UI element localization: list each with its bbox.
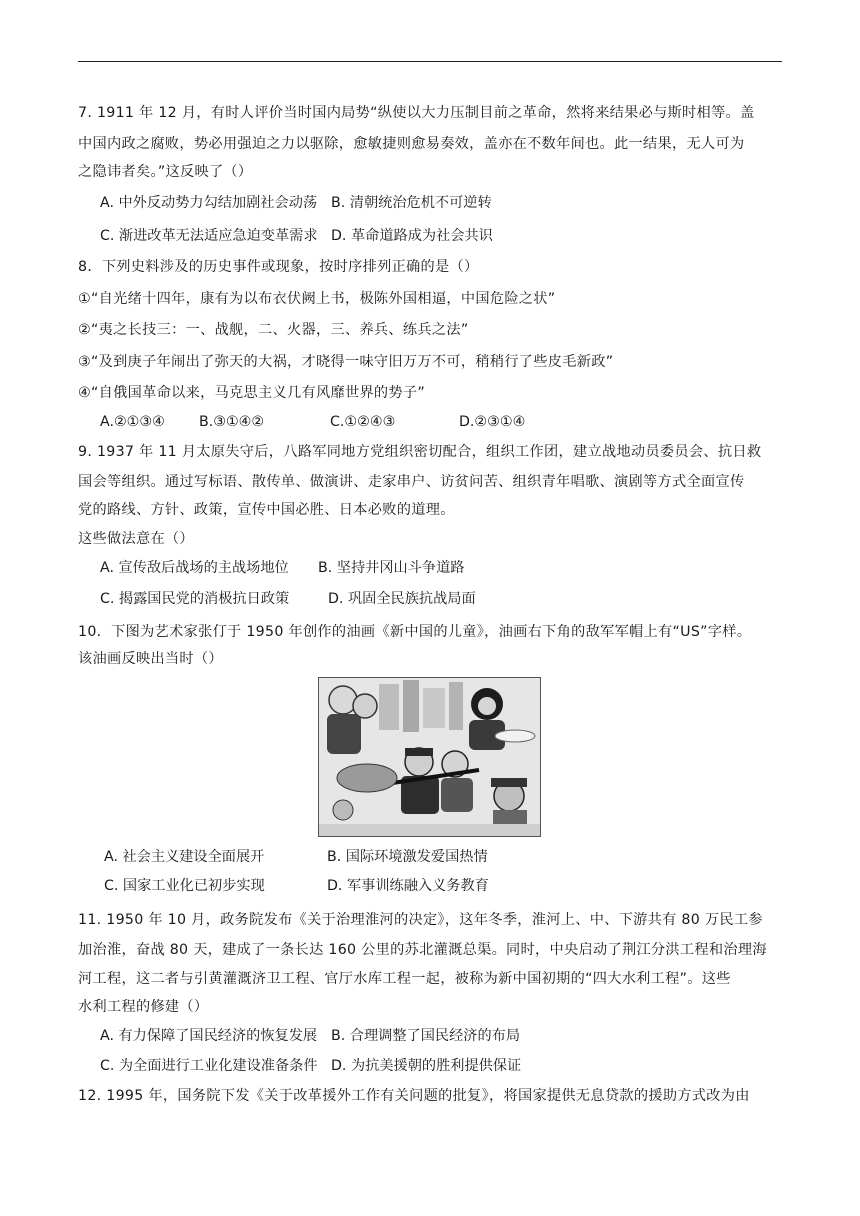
q10-option-c[interactable]: C. 国家工业化已初步实现 [104, 878, 265, 894]
q9-option-c[interactable]: C. 揭露国民党的消极抗日政策 [100, 591, 290, 607]
q9-stem-line-3: 党的路线、方针、政策，宣传中国必胜、日本必败的道理。 [78, 502, 455, 518]
q9-option-d[interactable]: D. 巩固全民族抗战局面 [328, 591, 476, 607]
q8-stem: 8．下列史料涉及的历史事件或现象，按时序排列正确的是（） [78, 259, 479, 275]
q10-option-a[interactable]: A. 社会主义建设全面展开 [104, 849, 265, 865]
q11-option-b[interactable]: B. 合理调整了国民经济的布局 [331, 1028, 521, 1044]
q11-option-c[interactable]: C. 为全面进行工业化建设准备条件 [100, 1058, 318, 1074]
q9-option-a[interactable]: A. 宣传敌后战场的主战场地位 [100, 560, 289, 576]
q10-stem-line-1: 10．下图为艺术家张仃于 1950 年创作的油画《新中国的儿童》，油画右下角的敌军军帽上有“US”字样。 [78, 624, 752, 640]
q7-option-b[interactable]: B. 清朝统治危机不可逆转 [331, 195, 492, 211]
q9-stem-line-1: 9. 1937 年 11 月太原失守后，八路军同地方党组织密切配合，组织工作团，建立战地动员委员会、抗日救 [78, 444, 762, 460]
q10-option-d[interactable]: D. 军事训练融入义务教育 [327, 878, 489, 894]
q8-option-b[interactable]: B.③①④② [199, 414, 265, 430]
q11-option-d[interactable]: D. 为抗美援朝的胜利提供保证 [331, 1058, 522, 1074]
q10-stem-line-2: 该油画反映出当时（） [78, 651, 223, 667]
q7-stem-line-1: 7. 1911 年 12 月，有时人评价当时国内局势“纵使以大力压制目前之革命，然将来结果必与斯时相等。盖 [78, 105, 755, 121]
q9-stem-line-4: 这些做法意在（） [78, 531, 194, 547]
q8-option-c[interactable]: C.①②④③ [330, 414, 396, 430]
q8-item-3: ③“及到庚子年闹出了弥天的大祸，才晓得一味守旧万万不可，稍稍行了些皮毛新政” [78, 354, 614, 370]
q11-stem-line-1: 11. 1950 年 10 月，政务院发布《关于治理淮河的决定》，这年冬季，淮河上、中、下游共有 80 万民工参 [78, 912, 763, 928]
q7-option-a[interactable]: A. 中外反动势力勾结加剧社会动荡 [100, 195, 318, 211]
q8-item-4: ④“自俄国革命以来，马克思主义几有风靡世界的势子” [78, 385, 426, 401]
q8-option-a[interactable]: A.②①③④ [100, 414, 165, 430]
q7-stem-line-2: 中国内政之腐败，势必用强迫之力以驱除，愈敏捷则愈易奏效，盖亦在不数年间也。此一结果，无人可为 [78, 136, 745, 152]
q8-option-d[interactable]: D.②③①④ [459, 414, 526, 430]
q9-option-b[interactable]: B. 坚持井冈山斗争道路 [318, 560, 465, 576]
q11-option-a[interactable]: A. 有力保障了国民经济的恢复发展 [100, 1028, 318, 1044]
q7-stem-line-3: 之隐讳者矣。”这反映了（） [78, 164, 253, 180]
oil-painting-image [318, 677, 541, 837]
header-rule [78, 61, 782, 62]
q7-option-d[interactable]: D. 革命道路成为社会共识 [331, 228, 493, 244]
q8-item-2: ②“夷之长技三：一、战舰，二、火器，三、养兵、练兵之法” [78, 322, 469, 338]
painting-illustration [319, 678, 540, 836]
q7-option-c[interactable]: C. 渐进改革无法适应急迫变革需求 [100, 228, 318, 244]
q8-item-1: ①“自光绪十四年，康有为以布衣伏阙上书，极陈外国相逼，中国危险之状” [78, 291, 556, 307]
q10-option-b[interactable]: B. 国际环境激发爱国热情 [327, 849, 488, 865]
q11-stem-line-2: 加治淮，奋战 80 天，建成了一条长达 160 公里的苏北灌溉总渠。同时，中央启动了荆江分洪工程和治理海 [78, 942, 767, 958]
q11-stem-line-4: 水利工程的修建（） [78, 999, 209, 1015]
q11-stem-line-3: 河工程，这二者与引黄灌溉济卫工程、官厅水库工程一起，被称为新中国初期的“四大水利工程”。这些 [78, 971, 731, 987]
q9-stem-line-2: 国会等组织。通过写标语、散传单、做演讲、走家串户、访贫问苦、组织青年唱歌、演剧等方式全面宣传 [78, 474, 745, 490]
q12-stem-line-1: 12. 1995 年，国务院下发《关于改革援外工作有关问题的批复》，将国家提供无息贷款的援助方式改为由 [78, 1088, 750, 1104]
